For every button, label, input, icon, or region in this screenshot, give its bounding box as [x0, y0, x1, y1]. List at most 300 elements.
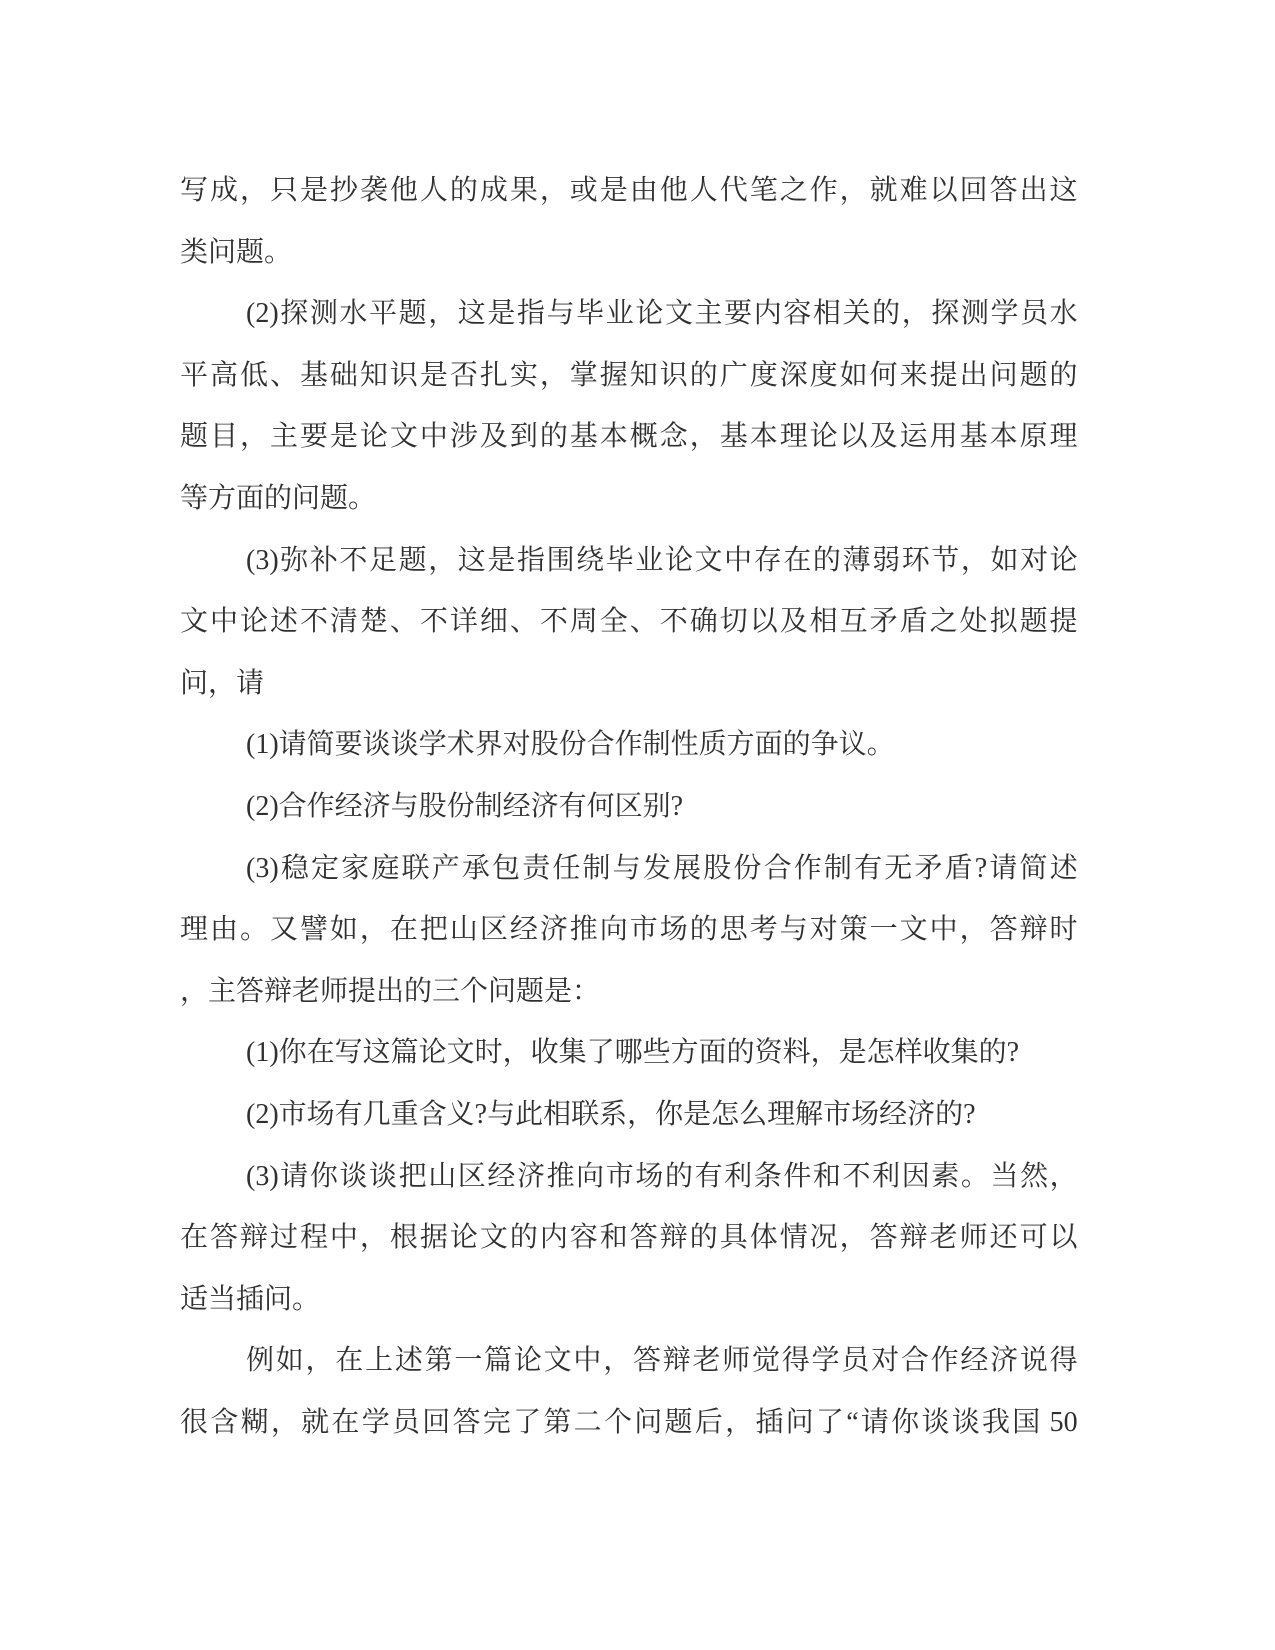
char: 笔 [749, 175, 778, 206]
char: 家 [341, 852, 370, 884]
char: ， [270, 1406, 299, 1438]
char: 不 [339, 544, 368, 576]
char: 矛 [869, 606, 898, 638]
char: 论 [635, 298, 664, 330]
char: 有 [854, 852, 883, 884]
char: 。 [960, 1160, 989, 1192]
char: ， [603, 1345, 632, 1377]
char: 把 [419, 914, 448, 946]
char: 、 [269, 359, 298, 391]
char: 、 [509, 606, 538, 638]
char: 文 [899, 914, 928, 946]
char: 要 [299, 421, 328, 453]
char: “ [846, 1406, 859, 1438]
char: 可 [1019, 1222, 1048, 1254]
char: 原 [1019, 421, 1048, 453]
char: 责 [522, 852, 551, 884]
char: 否 [449, 359, 478, 391]
char: 度 [809, 359, 838, 391]
char: 之 [929, 606, 958, 638]
char: 老 [929, 1222, 958, 1254]
char: 度 [749, 359, 778, 391]
char: 考 [749, 914, 778, 946]
char: 文 [694, 544, 723, 576]
char: 题 [1019, 359, 1048, 391]
char: 根 [389, 1222, 418, 1254]
char: 譬 [299, 914, 328, 946]
char: ， [359, 914, 388, 946]
char: 谈 [369, 1160, 398, 1192]
char: 稳 [280, 852, 309, 884]
char: 中 [209, 606, 238, 638]
char: 份 [733, 852, 762, 884]
char: 存 [753, 544, 782, 576]
char: 中 [573, 1345, 602, 1377]
char: 你 [891, 1406, 920, 1438]
char: 把 [398, 1160, 427, 1192]
char: 学 [990, 298, 1019, 330]
char: 出 [959, 359, 988, 391]
char: 环 [901, 544, 930, 576]
char: 是 [599, 175, 628, 206]
char: ， [239, 175, 268, 206]
char: 员 [841, 1345, 870, 1377]
char: 切 [719, 606, 748, 638]
char: 利 [872, 1160, 901, 1192]
char: 及 [479, 421, 508, 453]
char: 论 [664, 544, 693, 576]
char: 济 [516, 1160, 545, 1192]
text-content [180, 160, 1078, 1453]
char: 的 [664, 1160, 693, 1192]
char: 掌 [569, 359, 598, 391]
char: 水 [1049, 298, 1078, 330]
text-line: (1)你在写这篇论文时，收集了哪些方面的资料，是怎样收集的? [246, 1037, 1020, 1069]
char: 盾 [944, 852, 973, 884]
char: 薄 [842, 544, 871, 576]
char: 以 [839, 421, 868, 453]
char: 和 [812, 1160, 841, 1192]
char: 因 [901, 1160, 930, 1192]
char: 概 [629, 421, 658, 453]
char: 联 [401, 852, 430, 884]
char: 毕 [576, 298, 605, 330]
char: 如 [329, 914, 358, 946]
char: 插 [755, 1406, 784, 1438]
char: 论 [513, 1345, 542, 1377]
char: 市 [629, 914, 658, 946]
char: 就 [301, 1406, 330, 1438]
char: 如 [275, 1345, 304, 1377]
char: 件 [783, 1160, 812, 1192]
char: (3) [246, 852, 279, 884]
char: 师 [959, 1222, 988, 1254]
text-line: (2)市场有几重含义?与此相联系，你是怎么理解市场经济的? [246, 1098, 976, 1130]
char: 理 [779, 421, 808, 453]
char: 简 [1019, 852, 1048, 884]
char: 容 [569, 1222, 598, 1254]
char: 绕 [576, 544, 605, 576]
char: 文 [389, 421, 418, 453]
char: ， [428, 544, 457, 576]
char: 基 [569, 421, 598, 453]
char: 果 [509, 175, 538, 206]
char: 答 [452, 1406, 481, 1438]
char: 互 [839, 606, 868, 638]
char: 的 [1049, 359, 1078, 391]
text-line: 适当插问。 [180, 1283, 321, 1315]
char: ， [539, 359, 568, 391]
char: 他 [389, 175, 418, 206]
char: 之 [779, 175, 808, 206]
char: 体 [749, 1222, 778, 1254]
text-line [180, 530, 1078, 592]
char: ， [359, 1222, 388, 1254]
char: 不 [659, 606, 688, 638]
char: 由 [209, 914, 238, 946]
char: 涉 [449, 421, 478, 453]
char: (2) [246, 298, 279, 330]
char: 一 [869, 914, 898, 946]
char: 或 [569, 175, 598, 206]
char: 相 [812, 298, 841, 330]
char: 矛 [914, 852, 943, 884]
char: 人 [419, 175, 448, 206]
char: 对 [809, 914, 838, 946]
text-line [180, 406, 1078, 468]
char: 代 [719, 175, 748, 206]
char: 是 [419, 359, 448, 391]
text-line [180, 899, 1078, 961]
char: 场 [635, 1160, 664, 1192]
char: 握 [599, 359, 628, 391]
char: 用 [929, 421, 958, 453]
char: 第 [424, 1345, 453, 1377]
char: 素 [931, 1160, 960, 1192]
char: 第 [543, 1406, 572, 1438]
char: 谈 [339, 1160, 368, 1192]
char: 提 [1049, 606, 1078, 638]
char: 题 [180, 421, 209, 453]
char: 得 [1049, 1345, 1078, 1377]
char: 论 [1049, 544, 1078, 576]
char: 答 [629, 1222, 658, 1254]
char: 测 [960, 298, 989, 330]
char: 来 [899, 359, 928, 391]
char: 论 [239, 606, 268, 638]
text-line [180, 838, 1078, 900]
char: 弥 [280, 544, 309, 576]
text-line: ，主答辩老师提出的三个问题是： [180, 975, 601, 1007]
char: 50 [1042, 1406, 1078, 1438]
char: 觉 [752, 1345, 781, 1377]
char: 又 [269, 914, 298, 946]
char: 写 [180, 175, 209, 206]
char: 济 [539, 914, 568, 946]
char: 题 [664, 1406, 693, 1438]
char: 不 [299, 606, 328, 638]
char: 请 [860, 1406, 889, 1438]
char: 得 [781, 1345, 810, 1377]
char: 股 [703, 852, 732, 884]
text-line: 等方面的问题。 [180, 482, 377, 514]
char: 的 [812, 544, 841, 576]
char: 节 [931, 544, 960, 576]
char: 这 [457, 544, 486, 576]
char: 情 [779, 1222, 808, 1254]
char: 答 [869, 1222, 898, 1254]
char: ， [239, 421, 268, 453]
char: 本 [749, 421, 778, 453]
char: 市 [605, 1160, 634, 1192]
char: 答 [632, 1345, 661, 1377]
text-line [180, 591, 1078, 653]
char: ， [725, 1406, 754, 1438]
char: 基 [959, 421, 988, 453]
char: ， [305, 1345, 334, 1377]
char: 平 [180, 359, 209, 391]
char: 作 [930, 1345, 959, 1377]
char: 楚 [359, 606, 388, 638]
char: 条 [753, 1160, 782, 1192]
char: 在 [389, 914, 418, 946]
char: 辩 [899, 1222, 928, 1254]
text-line [180, 1146, 1078, 1208]
char: 足 [369, 544, 398, 576]
char: 经 [509, 914, 538, 946]
char: 这 [457, 298, 486, 330]
char: 场 [659, 914, 688, 946]
char: 答 [989, 175, 1018, 206]
char: 对 [1020, 544, 1049, 576]
char: 学 [361, 1406, 390, 1438]
char: 运 [899, 421, 928, 453]
char: 含 [210, 1406, 239, 1438]
text-line: 问，请 [180, 667, 265, 699]
char: 展 [673, 852, 702, 884]
char: 经 [960, 1345, 989, 1377]
char: 区 [457, 1160, 486, 1192]
char: 提 [929, 359, 958, 391]
char: 成 [209, 175, 238, 206]
char: 包 [492, 852, 521, 884]
char: 探 [931, 298, 960, 330]
char: 的 [689, 914, 718, 946]
char: 中 [419, 421, 448, 453]
char: 难 [899, 175, 928, 206]
char: 探 [280, 298, 309, 330]
char: 是 [299, 175, 328, 206]
char: 不 [842, 1160, 871, 1192]
char: 业 [605, 298, 634, 330]
char: 详 [449, 606, 478, 638]
char: 以 [749, 606, 778, 638]
char: ? [974, 852, 988, 884]
char: 辩 [1019, 914, 1048, 946]
char: 念 [659, 421, 688, 453]
char: 指 [516, 298, 545, 330]
char: ， [960, 544, 989, 576]
char: 主 [694, 298, 723, 330]
char: 是 [329, 421, 358, 453]
char: 的 [689, 359, 718, 391]
char: 有 [694, 1160, 723, 1192]
char: 我 [982, 1406, 1011, 1438]
char: 目 [209, 421, 238, 453]
char: 上 [365, 1345, 394, 1377]
char: 对 [871, 1345, 900, 1377]
char: 回 [422, 1406, 451, 1438]
char: 。 [239, 914, 268, 946]
char: 承 [461, 852, 490, 884]
char: 发 [642, 852, 671, 884]
char: 糊 [240, 1406, 269, 1438]
char: 成 [479, 175, 508, 206]
char: 扎 [479, 359, 508, 391]
char: 了 [815, 1406, 844, 1438]
char: 具 [719, 1222, 748, 1254]
char: 业 [635, 544, 664, 576]
char: 述 [394, 1345, 423, 1377]
char: 处 [959, 606, 988, 638]
char: 推 [569, 914, 598, 946]
char: 以 [929, 175, 958, 206]
text-line [180, 160, 1078, 222]
char: ， [839, 175, 868, 206]
char: 如 [839, 359, 868, 391]
char: 当 [990, 1160, 1019, 1192]
text-line: (2)合作经济与股份制经济有何区别? [246, 790, 684, 822]
char: 出 [1019, 175, 1048, 206]
char: 推 [546, 1160, 575, 1192]
char: 员 [391, 1406, 420, 1438]
char: 关 [842, 298, 871, 330]
char: 师 [722, 1345, 751, 1377]
char: 在 [783, 544, 812, 576]
char: 补 [309, 544, 338, 576]
char: 何 [869, 359, 898, 391]
char: 题 [398, 298, 427, 330]
char: 就 [869, 175, 898, 206]
char: 袭 [359, 175, 388, 206]
char: ， [959, 914, 988, 946]
char: 确 [689, 606, 718, 638]
char: 到 [509, 421, 538, 453]
char: 庭 [371, 852, 400, 884]
char: 论 [359, 421, 388, 453]
char: 文 [543, 1345, 572, 1377]
char: 本 [989, 421, 1018, 453]
text-line [180, 345, 1078, 407]
text-line: 类问题。 [180, 236, 293, 268]
text-line [180, 1330, 1078, 1392]
char: 题 [1019, 606, 1048, 638]
char: 问 [785, 1406, 814, 1438]
char: 理 [180, 914, 209, 946]
char: 说 [1019, 1345, 1048, 1377]
char: 的 [689, 1222, 718, 1254]
char: 全 [599, 606, 628, 638]
char: 主 [269, 421, 298, 453]
char: 题 [398, 544, 427, 576]
text-line [180, 1207, 1078, 1269]
char: 容 [783, 298, 812, 330]
char: 篇 [484, 1345, 513, 1377]
char: ， [539, 175, 568, 206]
char: 识 [389, 359, 418, 391]
char: 弱 [872, 544, 901, 576]
char: 时 [1049, 914, 1078, 946]
char: 的 [509, 1222, 538, 1254]
char: 与 [612, 852, 641, 884]
char: 高 [209, 359, 238, 391]
char: 文 [180, 606, 209, 638]
char: 向 [576, 1160, 605, 1192]
char: 你 [309, 1160, 338, 1192]
char: 低 [239, 359, 268, 391]
char: 问 [989, 359, 1018, 391]
char: 合 [900, 1345, 929, 1377]
char: 中 [929, 914, 958, 946]
char: 理 [1049, 421, 1078, 453]
char: 基 [299, 359, 328, 391]
char: ， [839, 1222, 868, 1254]
char: 述 [269, 606, 298, 638]
char: 在 [331, 1406, 360, 1438]
char: 区 [479, 914, 508, 946]
char: 是 [487, 544, 516, 576]
char: 论 [809, 421, 838, 453]
char: 老 [692, 1345, 721, 1377]
char: 员 [1020, 298, 1049, 330]
char: ， [1049, 1160, 1078, 1192]
char: 例 [246, 1345, 275, 1377]
char: 况 [809, 1222, 838, 1254]
char: 还 [989, 1222, 1018, 1254]
char: 中 [329, 1222, 358, 1254]
char: 二 [573, 1406, 602, 1438]
char: 请 [989, 852, 1018, 884]
char: 细 [479, 606, 508, 638]
char: 答 [209, 1222, 238, 1254]
char: 与 [779, 914, 808, 946]
char: 抄 [329, 175, 358, 206]
char: (3) [246, 544, 279, 576]
char: 及 [869, 421, 898, 453]
char: 拟 [989, 606, 1018, 638]
char: 相 [809, 606, 838, 638]
char: 无 [884, 852, 913, 884]
char: 的 [872, 298, 901, 330]
char: 个 [603, 1406, 632, 1438]
char: 水 [339, 298, 368, 330]
char: 后 [694, 1406, 723, 1438]
char: 完 [482, 1406, 511, 1438]
char: 是 [487, 298, 516, 330]
char: 定 [310, 852, 339, 884]
char: 、 [629, 606, 658, 638]
char: 制 [823, 852, 852, 884]
char: 内 [753, 298, 782, 330]
text-line: (1)请简要谈谈学术界对股份合作制性质方面的争议。 [246, 729, 895, 761]
char: 础 [329, 359, 358, 391]
char: 经 [487, 1160, 516, 1192]
char: 程 [299, 1222, 328, 1254]
char: 辩 [659, 1222, 688, 1254]
char: 思 [719, 914, 748, 946]
char: 的 [539, 421, 568, 453]
char: 很 [180, 1406, 209, 1438]
